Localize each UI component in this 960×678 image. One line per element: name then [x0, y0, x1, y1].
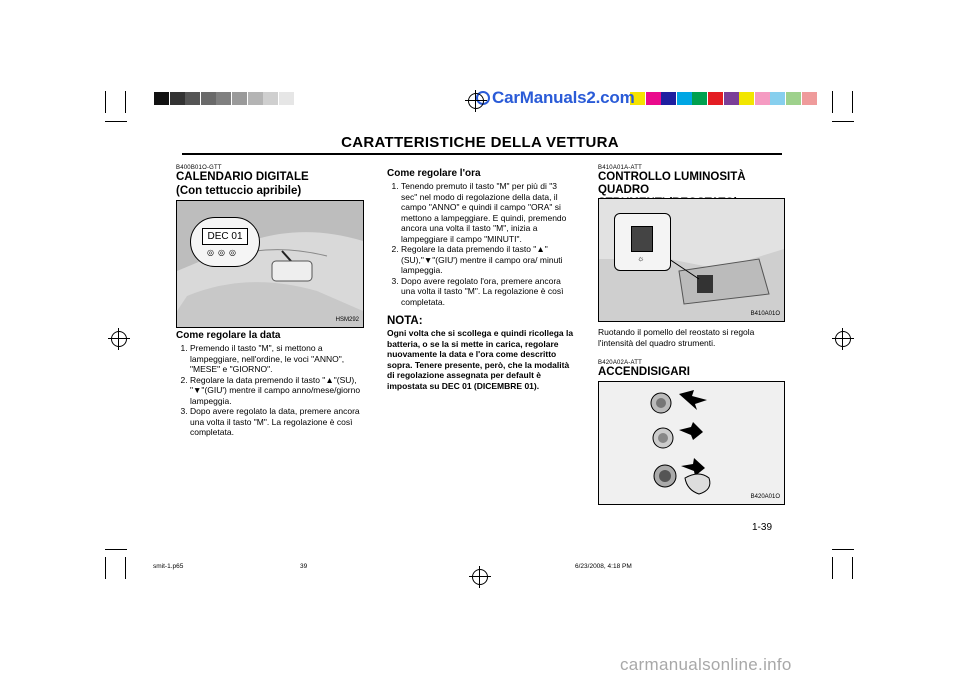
- steps-list: [176, 343, 364, 438]
- rheostat-figure: [598, 198, 785, 322]
- color-swatch: [661, 92, 676, 105]
- column-2: [387, 168, 575, 391]
- footer-file: smit-1.p65: [153, 563, 184, 570]
- list-item: 3. Dopo avere regolato la data, premere ancora una volta il tasto "M". La regolazione è così completata.: [190, 406, 364, 438]
- steps-list: [387, 181, 575, 307]
- crop-mark: [125, 91, 126, 113]
- calendar-figure: [176, 200, 364, 328]
- brightness-symbol: ☼: [637, 254, 645, 263]
- carmanuals-logo[interactable]: CarManuals2.com: [476, 88, 635, 108]
- gray-swatch: [279, 92, 294, 105]
- crop-mark: [105, 549, 127, 550]
- section-title: ACCENDISIGARI: [598, 366, 691, 378]
- crop-mark: [852, 557, 853, 579]
- list-item: 2. Regolare la data premendo il tasto "▲"(SU), "▼"(GIU') mentre il campo anno/mese/giorno lampeggia.: [190, 375, 364, 407]
- crop-mark: [105, 91, 106, 113]
- section-code: B420A02A-ATT: [598, 360, 642, 366]
- section-code: B400B01O-GTT: [176, 165, 222, 171]
- footer-page: 39: [300, 563, 308, 570]
- registration-crosshair-icon: [108, 328, 130, 350]
- figure-label: B420A01O: [750, 494, 780, 500]
- color-swatch: [802, 92, 817, 105]
- list-item: 1. Tenendo premuto il tasto "M" per più di "3 sec" nel modo di regolazione della data, il campo "ANNO" e quindi il campo "ORA" si mettono a lampeggiare. E quindi, premendo ancora una volta il tasto "M", inizia a lampeggiare il campo "MINUTI".: [401, 181, 575, 244]
- color-swatch: [786, 92, 801, 105]
- list-item: 1. Premendo il tasto "M", si mettono a lampeggiare, nell'ordine, le voci "ANNO", "MESE" e "GIORNO".: [190, 343, 364, 375]
- column-1-text: [176, 330, 364, 438]
- section-title: CONTROLLO LUMINOSITÀ QUADRO: [598, 171, 746, 196]
- crop-mark: [832, 121, 854, 122]
- watermark-bottom[interactable]: carmanualsonline.info: [620, 655, 792, 674]
- color-swatch: [724, 92, 739, 105]
- color-swatch: [692, 92, 707, 105]
- color-swatch: [739, 92, 754, 105]
- gray-swatch: [201, 92, 216, 105]
- crop-mark: [105, 121, 127, 122]
- header-rule: [182, 153, 782, 155]
- section-code: B410A01A-ATT: [598, 165, 642, 171]
- subsection-title: Come regolare l'ora: [387, 168, 481, 179]
- column-3-section-2: [598, 360, 784, 379]
- rheostat-switch: [631, 226, 653, 252]
- color-swatch: [755, 92, 770, 105]
- footer-date: 6/23/2008, 4:18 PM: [575, 563, 632, 570]
- rheostat-text: Ruotando il pomello del reostato si regola l'intensità del quadro strumenti.: [598, 327, 755, 348]
- gray-swatch: [185, 92, 200, 105]
- gray-swatch: [154, 92, 169, 105]
- registration-crosshair-icon: [832, 328, 854, 350]
- gray-swatch: [216, 92, 231, 105]
- registration-crosshair-icon: [469, 566, 491, 588]
- section-title: (Con tettuccio apribile): [176, 185, 302, 197]
- registration-crosshair-icon: [465, 90, 487, 112]
- calendar-buttons: ◎◎◎: [207, 248, 240, 257]
- crop-mark: [105, 557, 106, 579]
- crop-mark: [832, 549, 854, 550]
- lighter-illustration: [599, 382, 784, 504]
- gray-swatch: [232, 92, 247, 105]
- gray-swatch: [263, 92, 278, 105]
- crop-mark: [125, 557, 126, 579]
- figure-label: B410A01O: [750, 311, 780, 317]
- note-title: NOTA:: [387, 315, 423, 327]
- gray-swatch: [170, 92, 185, 105]
- color-swatch: [646, 92, 661, 105]
- crop-mark: [832, 557, 833, 579]
- crop-mark: [852, 91, 853, 113]
- crop-mark: [832, 91, 833, 113]
- cigarette-lighter-figure: [598, 381, 785, 505]
- color-swatch: [770, 92, 785, 105]
- column-1: [176, 165, 364, 198]
- color-swatch: [677, 92, 692, 105]
- color-swatch: [708, 92, 723, 105]
- figure-label: HSM292: [335, 317, 359, 323]
- calendar-lcd: DEC 01: [202, 228, 248, 245]
- section-title: CALENDARIO DIGITALE: [176, 171, 309, 183]
- calendar-display-bubble: [190, 217, 260, 267]
- note-text: Ogni volta che si scollega e quindi ricollega la batteria, o se la si mette in carica, regolare nuovamente la data e l'ora come descritto sopra. Tenere presente, però, che la modalità di regolazione assegnata per default è impostata su DEC 01 (DICEMBRE 01).: [387, 328, 574, 391]
- page-header-title: CARATTERISTICHE DELLA VETTURA: [341, 134, 619, 151]
- page-number: 1-39: [752, 522, 773, 533]
- subsection-title: Come regolare la data: [176, 330, 281, 341]
- list-item: 3. Dopo avere regolato l'ora, premere ancora una volta il tasto "M". La regolazione è così completata.: [401, 276, 575, 308]
- gray-swatch: [248, 92, 263, 105]
- list-item: 2. Regolare la data premendo il tasto "▲"(SU),"▼"(GIU') mentre il campo ora/ minuti lampeggia.: [401, 244, 575, 276]
- rheostat-zoom-bubble: [614, 213, 671, 271]
